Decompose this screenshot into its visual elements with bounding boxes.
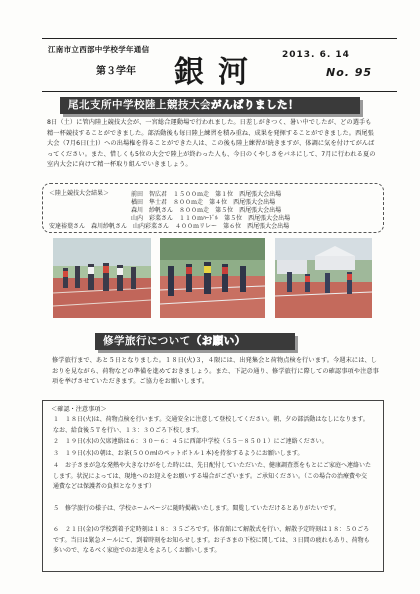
note-item: ５ 修学旅行の様子は、学校ホームページに随時掲載いたします。閲覧していただけるとありがたいです。	[53, 505, 340, 512]
track-photo-1	[53, 238, 151, 318]
school-name: 江南市立西部中学校学年通信	[48, 45, 150, 54]
result-row: 安達裕葉さん 森川紗帆さん 山内彩菜さん ４００ｍリレー 第６位 西尾張大会出場	[49, 223, 290, 230]
header-top-rule	[42, 38, 397, 39]
notes-title: ＜確認・注意事項＞	[51, 406, 107, 413]
notes-box	[42, 400, 384, 572]
note-item: ６ ２１日(金)の学校到着予定時刻は１８：３５ごろです。体育館にて解散式を行い、解散予定時刻は１８：５０ごろです。当日は緊急メールにて、到着時刻をお知らせします。お子さまの下校に関しては、３日間の疲れもあり、荷物も多いので、なるべく家庭でのお迎えをよろしくお願いします。	[53, 526, 370, 554]
track-photo-2	[160, 238, 265, 318]
result-row: 前田 智広君 １５００ｍ走 第１位 西尾張大会出場	[131, 191, 282, 198]
issue-date: 2013. 6. 14	[282, 50, 350, 60]
grade-label: 第３学年	[96, 66, 136, 77]
section2-paragraph: 修学旅行まで、あと５日となりました。１８日(火)３，４限には、出発集会と荷物点検を行います。今週末には、しおりを見ながら、荷物などの準備を進めておきましょう。また、下記の通り、修学旅行に際しての確認事項や注意事項を挙げさせていただきます。ご協力をお願いします。	[52, 357, 379, 385]
newsletter-title: 銀河	[174, 55, 262, 90]
result-row: 森川 紗帆さん ８００ｍ走 第５位 西尾張大会出場	[131, 207, 282, 214]
section2-heading-solid: 修学旅行について	[103, 335, 191, 347]
results-title: ＜陸上競技大会結果＞	[49, 190, 110, 197]
note-item: １ １８日(火)は、荷物点検を行います。交通安全に注意して登校してください。朝、夕の部活動はなしになります。なお、給食後５Ｔを行い、１３：３０ごろ下校します。	[53, 416, 369, 434]
section2-heading-outline: （お願い）	[190, 335, 246, 347]
header	[42, 38, 397, 92]
issue-number: No. 95	[326, 66, 373, 79]
track-photo-3	[275, 238, 372, 318]
header-bottom-rule	[42, 91, 397, 92]
note-item: ４ お子さまが急な発熱や大きなけがをした時には、先日配付していただいた、健康調査票をもとにご家庭へ連絡いたします。状況によっては、現地へのお迎えをお願いする場合がございます。ご承知ください。（この場合の治療費や交通費などは保護者の負担となります）	[53, 462, 372, 490]
results-box	[42, 183, 384, 233]
section1-heading	[60, 97, 360, 114]
section1-heading-solid: 尾北支所中学校陸上競技大会	[68, 99, 211, 111]
section1-paragraph: 8日（土）に管内陸上競技大会が、一宮総合運動場で行われました。日差しがきつく、暑い中でしたが、どの選手も精一杯競技することができました。部活動後も毎日陸上練習を積み重ね、成果を発揮することができました。西尾張大会（7月6日(土)）への出場権を得ることができた人は、この後も陸上練習が続きますが、体調に気を付けてがんばってください。また、惜しくも5位の大会で陸上が終わった人も、今日のくやしさをバネにして、7月に行われる夏の室内大会に向けて精一杯取り組んでいきましょう。	[47, 119, 376, 168]
note-item: ２ １９日(水)の欠席連絡は６：３０～６：４５に西部中学校（５５－８５０１）にご連絡ください。	[53, 438, 328, 445]
result-row: 楢田 隼士君 ８００ｍ走 第４位 西尾張大会出場	[131, 199, 276, 206]
note-item: ３ １９日(水)の朝は、お茶(５００mlのペットボトル１本)を持参するようにお願いします。	[53, 450, 304, 457]
result-row: 山内 彩菜さん １１０ｍﾊｰﾄﾞﾙ 第５位 西尾張大会出場	[131, 215, 291, 222]
section1-heading-outline: がんばりました！	[211, 99, 299, 111]
section2-heading	[95, 333, 295, 350]
